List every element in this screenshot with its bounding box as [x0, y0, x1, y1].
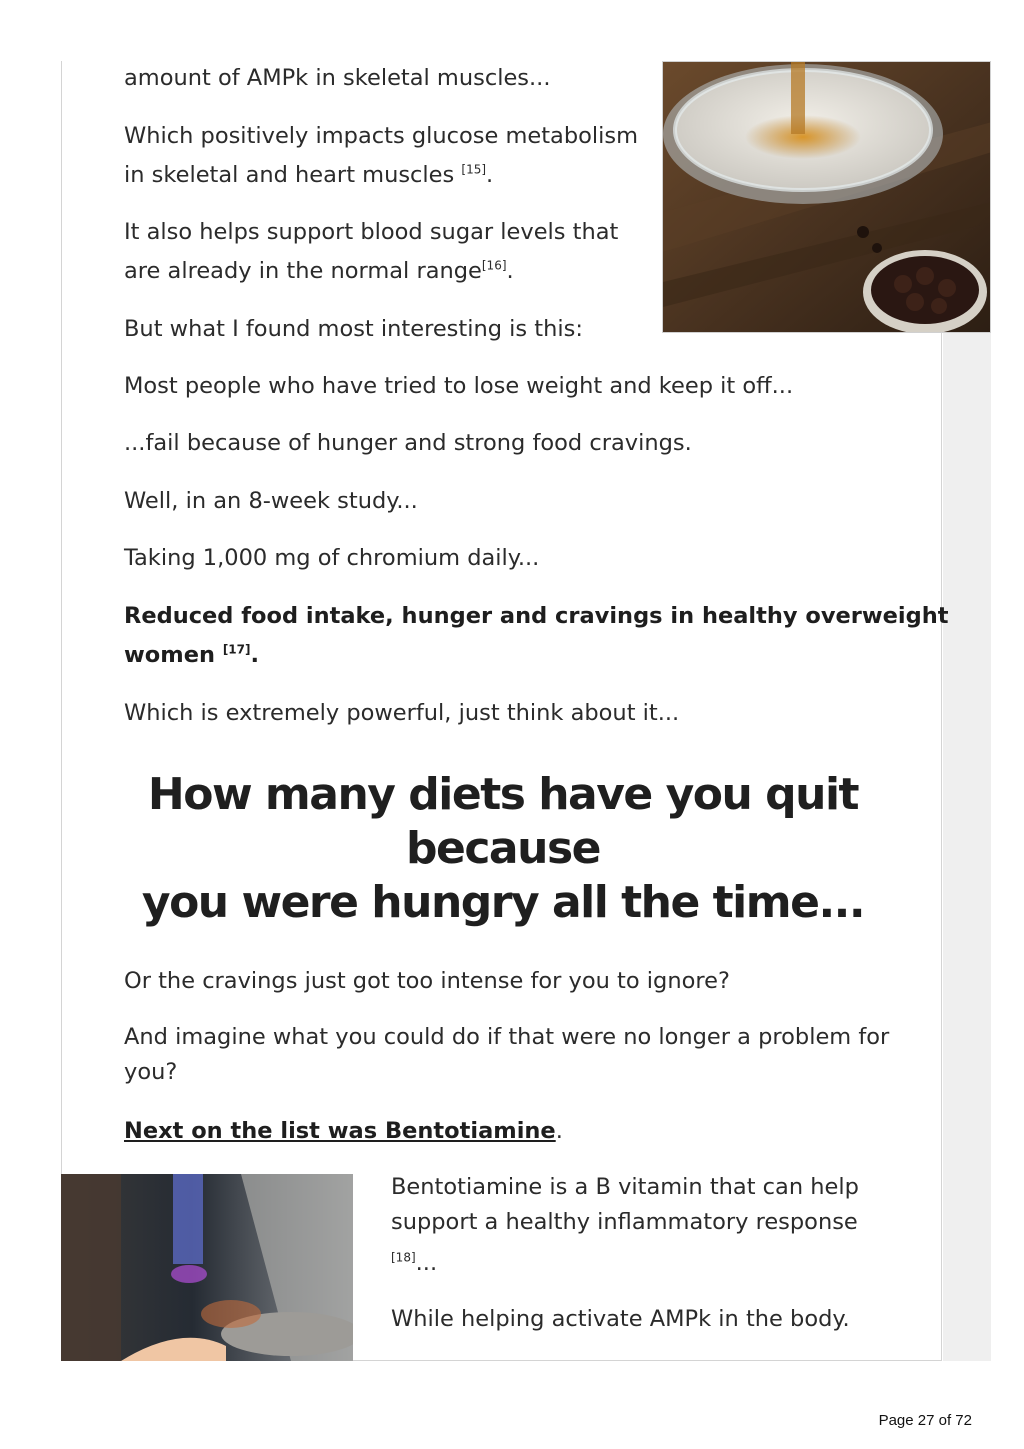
page-number: Page 27 of 72: [878, 1412, 972, 1429]
headline-line3: you were hungry all the time...: [141, 877, 865, 928]
kitchen-scene-photo: [61, 1174, 353, 1361]
headline-line2: because: [406, 823, 600, 874]
paragraph-reduced-intake-line1: Reduced food intake, hunger and cravings in healthy overweight: [124, 603, 949, 629]
paragraph-cravings: Or the cravings just got too intense for you to ignore?: [124, 968, 730, 994]
paragraph-next-on-list: Next on the list was Bentotiamine.: [124, 1118, 563, 1144]
paragraph-bentotiamine-line2: support a healthy inflammatory response: [391, 1209, 858, 1235]
section-headline: [124, 768, 882, 930]
paragraph-bentotiamine-line1: Bentotiamine is a B vitamin that can help: [391, 1174, 859, 1200]
sidebar-strip: [943, 333, 991, 1361]
paragraph-powerful: Which is extremely powerful, just think about it...: [124, 700, 680, 726]
paragraph-ampk-muscles: amount of AMPk in skeletal muscles...: [124, 65, 551, 91]
paragraph-study: Well, in an 8-week study...: [124, 488, 418, 514]
paragraph-blood-sugar-line2: are already in the normal range[16].: [124, 258, 514, 284]
paragraph-reduced-intake-line2: women [17].: [124, 642, 260, 668]
paragraph-imagine-line2: you?: [124, 1059, 178, 1085]
paragraph-lose-weight: Most people who have tried to lose weight and keep it off...: [124, 373, 794, 399]
spice-bowl-photo: [662, 61, 991, 333]
headline-line1: How many diets have you quit: [147, 769, 859, 820]
citation-15: [15]: [461, 162, 487, 177]
citation-17: [17]: [222, 642, 251, 657]
paragraph-chromium: Taking 1,000 mg of chromium daily...: [124, 545, 540, 571]
bentotiamine-link[interactable]: Next on the list was Bentotiamine: [124, 1118, 556, 1144]
citation-18: [18]: [391, 1250, 416, 1265]
paragraph-fail-hunger: ...fail because of hunger and strong food cravings.: [124, 430, 692, 456]
paragraph-glucose-line2: in skeletal and heart muscles [15].: [124, 162, 494, 188]
paragraph-glucose-line1: Which positively impacts glucose metabolism: [124, 123, 639, 149]
paragraph-imagine-line1: And imagine what you could do if that were no longer a problem for: [124, 1024, 890, 1050]
paragraph-activate-ampk: While helping activate AMPk in the body.: [391, 1306, 850, 1332]
paragraph-blood-sugar-line1: It also helps support blood sugar levels that: [124, 219, 619, 245]
paragraph-interesting: But what I found most interesting is this:: [124, 316, 583, 342]
paragraph-bentotiamine-line3: [18]...: [391, 1250, 438, 1276]
citation-16: [16]: [481, 258, 507, 273]
